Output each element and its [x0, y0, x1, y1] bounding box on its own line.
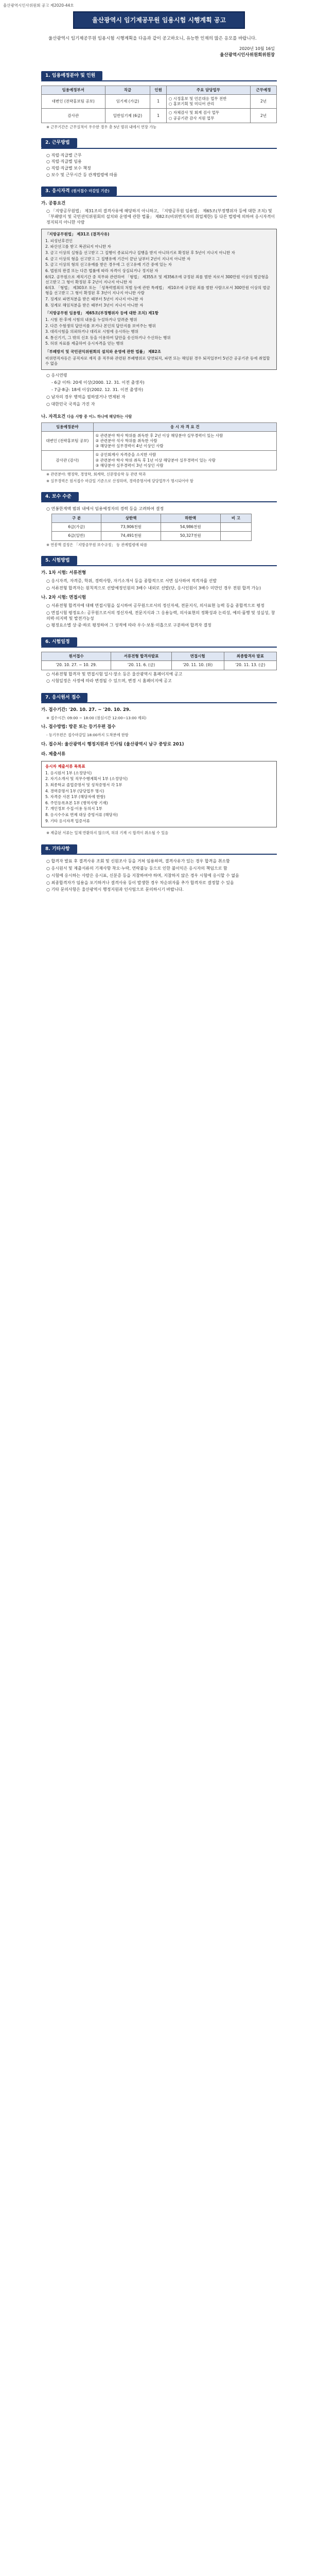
table-row	[42, 661, 277, 670]
table-header: 근무예정	[251, 86, 277, 95]
paragraph: ○ 서류전형 합격자는 원칙적으로 선발예정인원의 3배수 내외로 선발(단, 응시인원이 3배수 미만인 경우 전원 합격 가능)	[46, 585, 261, 590]
box-line: 8. 징계로 해임처분을 받은 때부터 3년이 지나지 아니한 자	[45, 302, 144, 308]
paragraph: ○ 남자의 경우 병역을 필하였거나 면제된 자	[46, 394, 126, 399]
box-line: 1. 시험 전·후에 시험의 내용을 누설하거나 알려준 행위	[45, 317, 137, 322]
paragraph: ○ 면접시험 평정요소: 공무원으로서의 정신자세, 전문지식과 그 응용능력, 의사표현의 정확성과 논리성, 예의·품행 및 성실성, 창의력·의지력 및 발전가능성	[46, 610, 275, 621]
table-cell	[220, 532, 252, 540]
table-cell: 대변인 (전략홍보팀 공보)	[42, 432, 94, 451]
paragraph: - 6급 이하: 20세 이상(2000. 12. 31. 이전 출생자)	[51, 380, 145, 385]
table-cell: ① 공인회계사 자격증을 소지한 사람 ② 관련분야 학사 학위 취득 후 1년 이상 해당분야 실무경력이 있는 사람 ③ 해당분야 실무경력이 3년 이상인 사람	[93, 451, 276, 470]
table-header: 주요 담당업무	[166, 86, 250, 95]
box-line: 6의3. 「형법」 제303조 또는 「성폭력범죄의 처벌 등에 관한 특례법」 제10조에 규정된 죄를 범한 사람으로서 300만원 이상의 벌금형을 선고받고 그 형이 확정된 후 3년이 지나지 아니한 사람	[45, 285, 271, 296]
table-cell: 6급(가급)	[52, 523, 101, 532]
box-line: 1. 피성년후견인	[45, 238, 73, 243]
section-divider	[41, 565, 277, 566]
list-item: ○ 기타 문의사항은 울산광역시 행정지원과 인사팀으로 문의하시기 바랍니다.	[46, 887, 184, 892]
paragraph: - 7급·8급: 18세 이상(2002. 12. 31. 이전 출생자)	[51, 387, 144, 393]
notice-number: 울산광역시인사위원회 공고 제2020-44호	[3, 3, 74, 8]
table-row	[42, 109, 277, 123]
section-heading: 5. 시험방법	[41, 556, 77, 565]
section-divider	[41, 854, 277, 855]
table-cell: 54,986천원	[161, 523, 220, 532]
box-line: 5. 금고 이상의 형의 선고유예를 받은 경우에 그 선고유예 기간 중에 있는 자	[45, 262, 172, 267]
qualification-table	[41, 422, 277, 470]
section-heading: 4. 보수 수준	[41, 492, 79, 501]
box-title: 「부패방지 및 국민권익위원회의 설치와 운영에 관한 법률」 제82조	[45, 349, 161, 354]
table-cell: 일반임기제 (6급)	[105, 109, 150, 123]
list-item: ○ 직렬·직급별 보수 책정	[46, 166, 91, 171]
table-cell: 2년	[251, 95, 277, 109]
section-heading: 2. 근무방법	[41, 138, 77, 147]
table-cell: '20. 11. 10. (화)	[171, 661, 224, 670]
paragraph: ○ 시험일정은 사정에 따라 변경될 수 있으며, 변경 시 홈페이지에 공고	[46, 679, 172, 684]
box-line: 비위면직자등은 공직자로 재직 중 직무와 관련된 부패행위로 당연퇴직, 파면 또는 해임된 경우 퇴직일부터 5년간 공공기관 등에 취업할 수 없음	[45, 355, 270, 366]
list-item: 8. 응시수수료 면제 대상 증빙서류 (해당자)	[45, 812, 118, 818]
box-title: 응시자 제출서류 목록표	[45, 764, 85, 769]
section-heading	[41, 187, 117, 196]
table-cell: '20. 11. 13. (금)	[224, 661, 276, 670]
box-line: 6의2. 공무원으로 재직기간 중 직무와 관련하여 「형법」 제355조 및 제356조에 규정된 죄를 범한 자로서 300만원 이상의 벌금형을 선고받고 그 형이 확정된 후 2년이 지나지 아니한 자	[45, 274, 269, 284]
table-note: ※ 근무기간은 근무실적이 우수한 경우 총 5년 범위 내에서 연장 가능	[46, 124, 156, 129]
table-cell	[220, 523, 252, 532]
box-title: 「지방공무원법」 제31조 (결격사유)	[45, 231, 110, 236]
subsection-heading: 나. 접수방법: 방문 또는 등기우편 접수	[41, 724, 116, 730]
section-divider	[41, 196, 277, 197]
subsection-heading-note: 다음 사항 중 어느 하나에 해당하는 사람	[67, 414, 132, 419]
section-divider	[41, 647, 277, 648]
table-note: ※ 실무경력은 원서접수 마감일 기준으로 산정하며, 경력증명서에 담당업무가 명시되어야 함	[46, 478, 193, 483]
subsection-heading: 다. 접수처: 울산광역시 행정지원과 인사팀 (울산광역시 남구 중앙로 201)	[41, 741, 184, 747]
box-line: 2. 파산선고를 받고 복권되지 아니한 자	[45, 244, 111, 249]
table-cell: 74,491천원	[101, 532, 161, 540]
list-item: ○ 합격자 발표 후 결격사유 조회 및 신원조사 등을 거쳐 임용하며, 결격사유가 있는 경우 합격을 취소함	[46, 859, 230, 864]
intro-paragraph: 울산광역시 임기제공무원 임용시험 시행계획을 다음과 같이 공고하오니, 유능한 인재의 많은 응모를 바랍니다.	[48, 36, 257, 42]
paragraph: ○ 평정요소별 상·중·하로 평정하여 그 성적에 따라 우수·보통·미흡으로 구분하여 합격자 결정	[46, 623, 211, 628]
schedule-table	[41, 652, 277, 670]
subsection-heading: 가. 접수기간: '20. 10. 27. ~ '20. 10. 29.	[41, 707, 131, 713]
paragraph: - 등기우편은 접수마감일 18:00까지 도착분에 한함	[46, 732, 129, 737]
list-item: 9. 기타 응시자격 입증서류	[45, 818, 90, 823]
subsection-heading: 나. 2차 시험: 면접시험	[41, 595, 86, 601]
section-divider	[41, 80, 277, 81]
paragraph: ○ 응시연령	[46, 373, 67, 378]
list-item: 3. 최종학교 졸업증명서 및 성적증명서 각 1부	[45, 782, 122, 787]
table-cell: 50,327천원	[161, 532, 220, 540]
section-heading: 7. 응시원서 접수	[41, 693, 87, 702]
box-line: 4. 금고 이상의 형을 선고받고 그 집행유예 기간이 끝난 날부터 2년이 지나지 아니한 자	[45, 256, 191, 261]
table-cell: ○ 자체감사 및 회계 검사 업무 ○ 공공기관 감사 지원 업무	[166, 109, 250, 123]
section-divider	[41, 148, 277, 149]
paragraph: ○ 응시자격, 자격증, 학위, 경력사항, 자기소개서 등을 종합적으로 서면 심사하여 적격자를 선발	[46, 578, 217, 583]
box-line: 6. 법원의 판결 또는 다른 법률에 따라 자격이 상실되거나 정지된 자	[45, 268, 158, 273]
box-line: 2. 다른 수험생의 답안지를 보거나 본인의 답안지를 보여주는 행위	[45, 323, 156, 328]
table-cell: 1	[150, 95, 167, 109]
table-header: 직급	[105, 86, 150, 95]
paragraph: ○ 대한민국 국적을 가진 자	[46, 401, 95, 406]
subsection-heading: 가. 1차 시험: 서류전형	[41, 570, 86, 576]
table-row	[42, 95, 277, 109]
legal-box	[41, 229, 277, 370]
table-cell: 대변인 (전략홍보팀 공보)	[42, 95, 105, 109]
section-heading-note: (원서접수 마감일 기준)	[71, 188, 110, 193]
table-row	[42, 451, 277, 470]
table-header: 최종합격자 발표	[224, 652, 276, 661]
table-header: 원서접수	[42, 652, 111, 661]
documents-box	[41, 761, 277, 828]
table-note: ※ 관련분야: 행정학, 경영학, 회계학, 신문방송학 등 관련 학과	[46, 471, 146, 477]
paragraph: ○ 연봉한계액 범위 내에서 임용예정자의 경력 등을 고려하여 결정	[46, 506, 164, 512]
section-divider	[41, 501, 277, 502]
table-header: 임용예정부서	[42, 86, 105, 95]
subsection-heading: 라. 제출서류	[41, 752, 66, 757]
section-heading: 6. 시험일정	[41, 637, 77, 647]
box-line: 3. 대리시험을 의뢰하거나 대리로 시험에 응시하는 행위	[45, 329, 138, 334]
list-item: ○ 시험에 응시하는 사람은 응시표, 신분증 등을 지참하여야 하며, 지참하지 않은 경우 시험에 응시할 수 없음	[46, 873, 239, 878]
table-cell: 감사관 (감사)	[42, 451, 94, 470]
paragraph: ○ 서류전형 합격자 및 면접시험 일시·장소 등은 울산광역시 홈페이지에 공고	[46, 671, 183, 676]
box-line: 5. 허위 자료를 제출하여 응시자격을 얻는 행위	[45, 341, 123, 346]
paragraph: ○ 서류전형 합격자에 대해 면접시험을 실시하여 공무원으로서의 정신자세, 전문지식, 의사표현 능력 등을 종합적으로 평정	[46, 603, 264, 608]
table-cell: '20. 10. 27. ~ 10. 29.	[42, 661, 111, 670]
page-title: 울산광역시 임기제공무원 임용시험 시행계획 공고	[73, 11, 245, 29]
box-line: 3. 금고 이상의 실형을 선고받고 그 집행이 종료되거나 집행을 받지 아니하기로 확정된 후 5년이 지나지 아니한 자	[45, 250, 235, 256]
table-header: 임용예정분야	[42, 422, 94, 431]
list-item: 4. 경력증명서 1부 (담당업무 명시)	[45, 788, 104, 793]
section-heading-text: 3. 응시자격	[45, 188, 70, 194]
subsection-heading	[41, 414, 277, 420]
list-item: ○ 최종합격자가 임용을 포기하거나 결격사유 등이 발생한 경우 차순위자를 추가 합격자로 결정할 수 있음	[46, 880, 234, 885]
list-item: 6. 주민등록초본 1부 (병역사항 기재)	[45, 800, 108, 805]
box-line: 4. 통신기기, 그 밖의 신호 등을 이용하여 답안을 송신하거나 수신하는 행위	[45, 335, 171, 340]
list-item: ○ 응시원서 및 제출서류의 기재사항 착오·누락, 연락불능 등으로 인한 불이익은 응시자의 책임으로 함	[46, 866, 227, 871]
issuing-org: 울산광역시인사위원회위원장	[220, 53, 275, 58]
table-row	[52, 532, 252, 540]
table-cell: 임기제 (가급)	[105, 95, 150, 109]
section-heading: 8. 기타사항	[41, 844, 77, 854]
table-header: 응 시 자 격 요 건	[93, 422, 276, 431]
list-item: ○ 보수 및 근무시간 등 관계법령에 따름	[46, 172, 118, 177]
table-note: ※ 연봉액 결정은 「지방공무원 보수규정」 등 관계법령에 따름	[46, 542, 148, 547]
box-line: 7. 징계로 파면처분을 받은 때부터 5년이 지나지 아니한 자	[45, 297, 144, 302]
table-header: 인원	[150, 86, 167, 95]
box-title: 「지방공무원 임용령」 제65조(부정행위자 등에 대한 조치) 제1항	[45, 310, 158, 315]
table-header: 하한액	[161, 514, 220, 523]
table-cell: ○ 시정홍보 및 언론대응 업무 전반 ○ 홍보기획 및 미디어 관리	[166, 95, 250, 109]
section-heading: 1. 임용예정분야 및 인원	[41, 71, 102, 80]
table-header: 서류전형 합격자발표	[111, 652, 171, 661]
pay-table	[51, 514, 252, 540]
table-cell: 6급(일반)	[52, 532, 101, 540]
subsection-heading: 가. 공통요건	[41, 200, 66, 206]
section-divider	[41, 702, 277, 703]
table-cell: 감사관	[42, 109, 105, 123]
list-item: 5. 자격증 사본 1부 (해당자에 한함)	[45, 794, 105, 800]
list-item: 1. 응시원서 1부 (소정양식)	[45, 770, 92, 775]
positions-table	[41, 86, 277, 123]
paragraph: ※ 접수시간: 09:00 ~ 18:00 (점심시간 12:00~13:00 제외)	[46, 715, 147, 720]
table-cell: 2년	[251, 109, 277, 123]
paragraph: ※ 제출된 서류는 일체 반환하지 않으며, 허위 기재 시 합격이 취소될 수 있음	[46, 831, 169, 836]
table-row	[52, 523, 252, 532]
table-cell: ① 관련분야 학사 학위를 취득한 후 2년 이상 해당분야 실무경력이 있는 사람 ② 관련분야 석사 학위를 취득한 사람 ③ 해당분야 실무경력이 4년 이상인 사람	[93, 432, 276, 451]
list-item: ○ 직렬·직급별 임용	[46, 159, 82, 164]
table-row	[42, 432, 277, 451]
table-cell: '20. 11. 6. (금)	[111, 661, 171, 670]
list-item: 7. 개인정보 수집·이용 동의서 1부	[45, 806, 102, 811]
table-header: 상한액	[101, 514, 161, 523]
subsection-heading-text: 나. 자격요건	[41, 414, 66, 420]
table-header: 비 고	[220, 514, 252, 523]
table-header: 면접시험	[171, 652, 224, 661]
list-item: 2. 자기소개서 및 직무수행계획서 1부 (소정양식)	[45, 776, 128, 782]
table-header: 구 분	[52, 514, 101, 523]
table-cell: 73,906천원	[101, 523, 161, 532]
list-item: ○ 직렬·직급별 근무	[46, 152, 82, 158]
paragraph: ○ 「지방공무원법」 제31조의 결격사유에 해당하지 아니하고, 「지방공무원 임용령」 제65조(부정행위자 등에 대한 조치) 및 「부패방지 및 국민권익위원회의 설치와 운영에 관한 법률」 제82조(비위면직자의 취업제한) 등 다른 법령에 의하여 응시자격이 정지되지 아니한 사람	[46, 209, 275, 225]
notice-date: 2020년 10월 16일	[239, 46, 275, 51]
table-cell: 1	[150, 109, 167, 123]
